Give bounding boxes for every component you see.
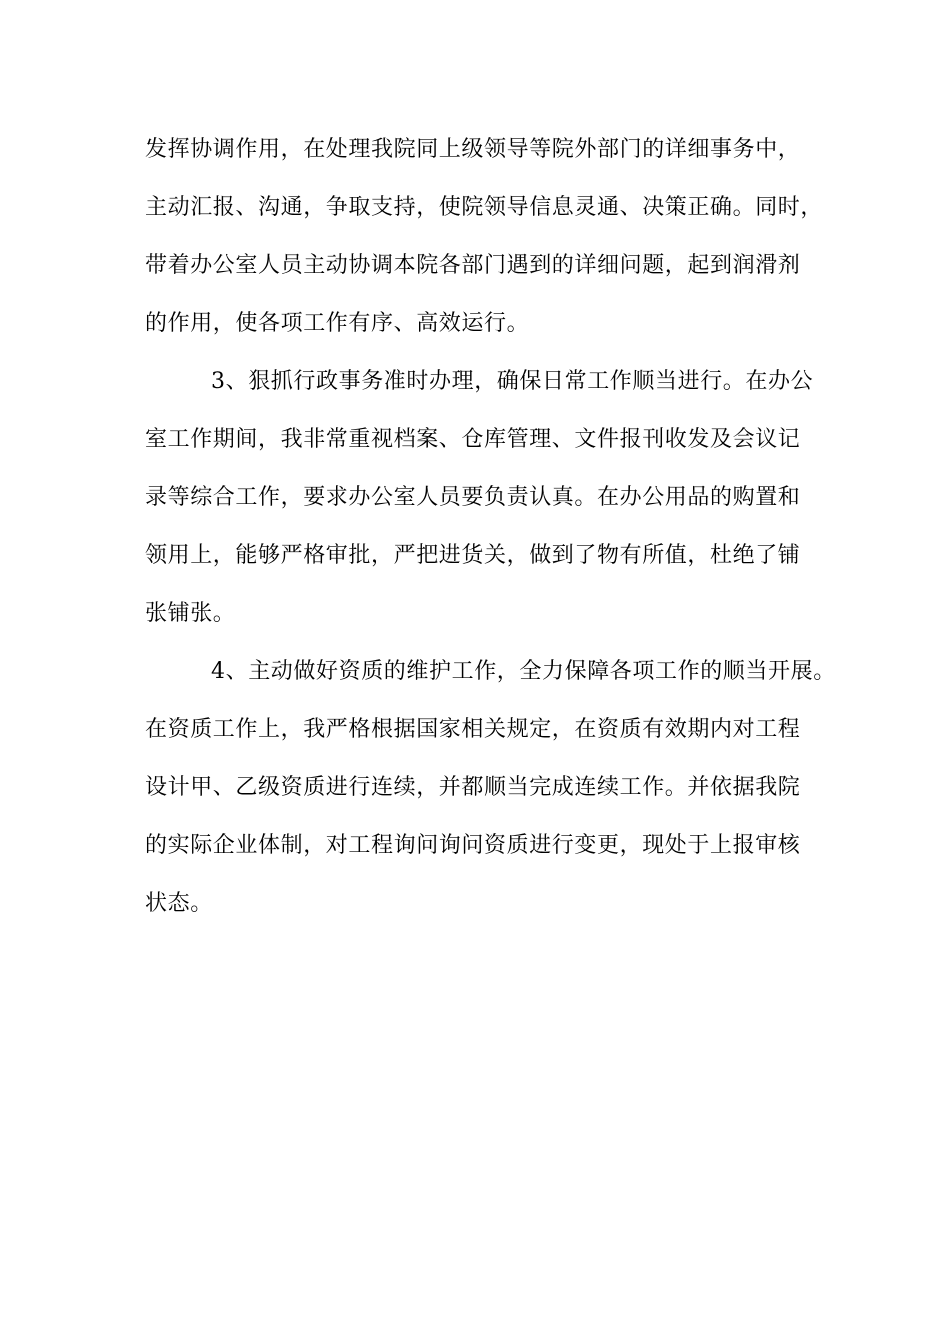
body-text bbox=[145, 131, 836, 943]
text-line: 张铺张。 bbox=[145, 601, 236, 626]
text-line: 在资质工作上，我严格根据国家相关规定，在资质有效期内对工程 bbox=[145, 717, 801, 742]
text-line: 领用上，能够严格审批，严把进货关，做到了物有所值，杜绝了铺 bbox=[145, 543, 801, 568]
paragraph-3 bbox=[145, 653, 836, 943]
text-line: 设计甲、乙级资质进行连续，并都顺当完成连续工作。并依据我院 bbox=[145, 775, 801, 800]
text-line: 发挥协调作用，在处理我院同上级领导等院外部门的详细事务中， bbox=[145, 137, 801, 162]
text-line: 状态。 bbox=[145, 891, 213, 916]
text-line: 的作用，使各项工作有序、高效运行。 bbox=[145, 311, 530, 336]
text-line: 4、主动做好资质的维护工作，全力保障各项工作的顺当开展。 bbox=[211, 659, 836, 684]
text-line: 带着办公室人员主动协调本院各部门遇到的详细问题，起到润滑剂 bbox=[145, 253, 801, 278]
text-line: 的实际企业体制，对工程询问询问资质进行变更，现处于上报审核 bbox=[145, 833, 801, 858]
text-line: 室工作期间，我非常重视档案、仓库管理、文件报刊收发及会议记 bbox=[145, 427, 801, 452]
paragraph-1 bbox=[145, 131, 825, 363]
text-line: 主动汇报、沟通，争取支持，使院领导信息灵通、决策正确。同时， bbox=[145, 195, 824, 220]
paragraph-2 bbox=[145, 363, 825, 653]
text-line: 3、狠抓行政事务准时办理，确保日常工作顺当进行。在办公 bbox=[211, 369, 814, 394]
text-line: 录等综合工作，要求办公室人员要负责认真。在办公用品的购置和 bbox=[145, 485, 801, 510]
